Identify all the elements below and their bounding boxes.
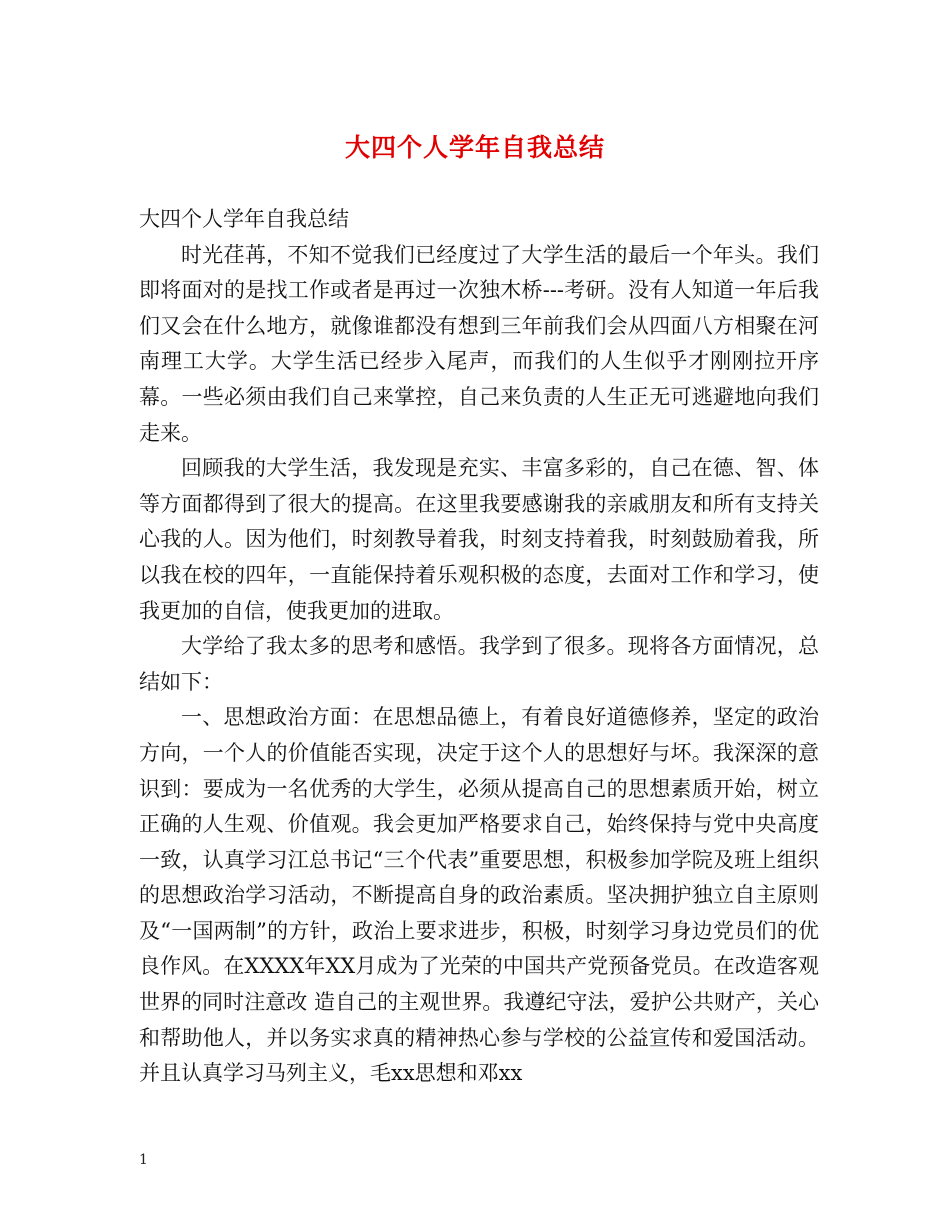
paragraph: 一、思想政治方面：在思想品德上，有着良好道德修养，坚定的政治方向，一个人的价值能否实现，决定于这个人的思想好与坏。我深深的意识到：要成为一名优秀的大学生，必须从提高自己的思想素质开始，树立正确的人生观、价值观。我会更加严格要求自己，始终保持与党中央高度一致，认真学习江总书记“三个代表”重要思想，积极参加学院及班上组织的思想政治学习活动，不断提高自身的政治素质。坚决拥护独立自主原则及“一国两制”的方针，政治上要求进步，积极，时刻学习身边党员们的优良作风。在XXXX年XX月成为了光荣的中国共产党预备党员。在改造客观世界的同时注意改 造自己的主观世界。我遵纪守法，爱护公共财产，关心和帮助他人，并以务实求真的精神热心参与学校的公益宣传和爱国活动。并且认真学习马列主义，毛xx思想和邓xx <box>139 705 819 1086</box>
document-title: 大四个人学年自我总结 <box>344 133 605 162</box>
paragraph: 大学给了我太多的思考和感悟。我学到了很多。现将各方面情况，总结如下： <box>139 634 819 694</box>
document-body <box>139 202 819 1092</box>
paragraph-heading: 大四个人学年自我总结 <box>139 207 349 231</box>
page-number: 1 <box>139 1152 148 1168</box>
paragraph: 时光荏苒，不知不觉我们已经度过了大学生活的最后一个年头。我们即将面对的是找工作或者是再过一次独木桥---考研。没有人知道一年后我们又会在什么地方，就像谁都没有想到三年前我们会从四面八方相聚在河南理工大学。大学生活已经步入尾声，而我们的人生似乎才刚刚拉开序幕。一些必须由我们自己来掌控，自己来负责的人生正无可逃避地向我们走来。 <box>139 242 819 445</box>
paragraph: 回顾我的大学生活，我发现是充实、丰富多彩的，自己在德、智、体等方面都得到了很大的提高。在这里我要感谢我的亲戚朋友和所有支持关心我的人。因为他们，时刻教导着我，时刻支持着我，时刻鼓励着我，所以我在校的四年，一直能保持着乐观积极的态度，去面对工作和学习，使我更加的自信，使我更加的进取。 <box>139 456 819 623</box>
